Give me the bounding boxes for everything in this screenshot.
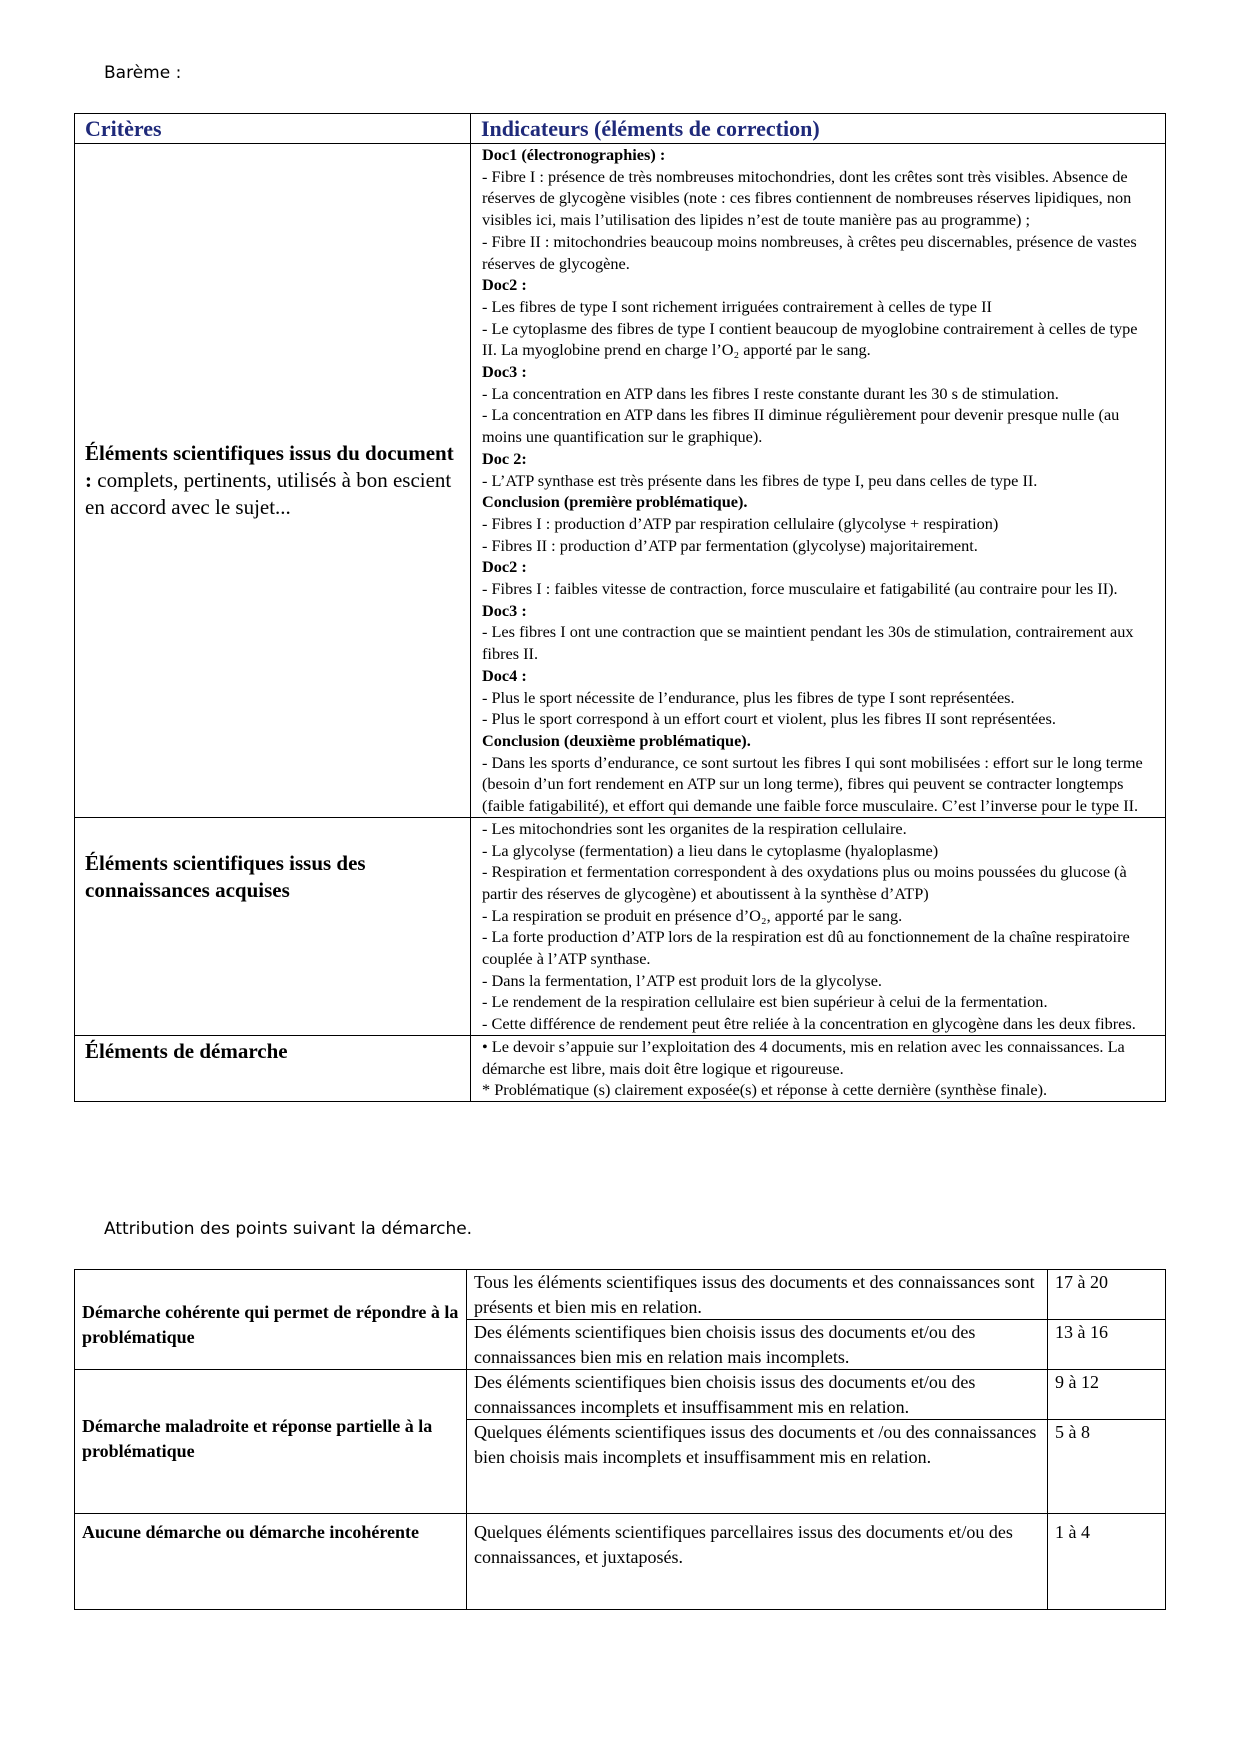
- indicator-line: - Les fibres de type I sont richement irriguées contrairement à celles de type II: [482, 296, 992, 316]
- indicator-line: - Dans la fermentation, l’ATP est produit lors de la glycolyse.: [482, 970, 883, 990]
- doc-heading: Doc 2:: [482, 448, 527, 468]
- indicator-line: - Le cytoplasme des fibres de type I contient beaucoup de myoglobine contrairement à celles de type II. La myoglobine prend en charge l’O₂ apporté par le sang.: [482, 318, 1138, 360]
- criterion-cell: [75, 817, 471, 1035]
- indicator-line: - Plus le sport correspond à un effort court et violent, plus les fibres II sont représentées.: [482, 709, 1056, 729]
- indicator-line: • Le devoir s’appuie sur l’exploitation des 4 documents, mis en relation avec les connaissances. La démarche est libre, mais doit être logique et rigoureuse.: [482, 1036, 1125, 1078]
- criteria-row: [75, 1035, 1166, 1101]
- indicator-line: * Problématique (s) clairement exposée(s) et réponse à cette dernière (synthèse finale).: [482, 1080, 1048, 1100]
- indicator-line: - La glycolyse (fermentation) a lieu dans le cytoplasme (hyaloplasme): [482, 840, 939, 860]
- points-row: [75, 1270, 1166, 1320]
- indicator-heading-line: [482, 361, 1155, 383]
- points-range: 9 à 12: [1048, 1370, 1166, 1420]
- doc-heading: Conclusion (première problématique).: [482, 492, 748, 512]
- indicator-heading-line: [482, 144, 1155, 166]
- demarche-label: Aucune démarche ou démarche incohérente: [75, 1514, 467, 1610]
- points-description: Quelques éléments scientifiques parcellaires issus des documents et/ou des connaissances, et juxtaposés.: [467, 1514, 1048, 1610]
- criterion-cell: [75, 144, 471, 818]
- points-description: Tous les éléments scientifiques issus des documents et des connaissances sont présents et bien mis en relation.: [467, 1270, 1048, 1320]
- indicator-cell: [471, 1035, 1166, 1101]
- points-range: 1 à 4: [1048, 1514, 1166, 1610]
- points-description: Des éléments scientifiques bien choisis issus des documents et/ou des connaissances bien mis en relation mais incomplets.: [467, 1320, 1048, 1370]
- indicator-heading-line: [482, 274, 1155, 296]
- indicator-cell: [471, 817, 1166, 1035]
- points-description: Quelques éléments scientifiques issus des documents et /ou des connaissances bien choisis mais incomplets et insuffisamment mis en relation.: [467, 1420, 1048, 1514]
- criterion-detail: complets, pertinents, utilisés à bon escient en accord avec le sujet...: [85, 467, 452, 519]
- points-description: Des éléments scientifiques bien choisis issus des documents et/ou des connaissances incomplets et insuffisamment mis en relation.: [467, 1370, 1048, 1420]
- doc-heading: Doc2 :: [482, 557, 527, 577]
- indicator-line: - Fibre II : mitochondries beaucoup moins nombreuses, à crêtes peu discernables, présence de vastes réserves de glycogène.: [482, 231, 1137, 273]
- indicator-line: - Plus le sport nécessite de l’endurance, plus les fibres de type I sont représentées.: [482, 687, 1015, 707]
- doc-heading: Doc1 (électronographies) :: [482, 145, 666, 164]
- indicator-line: - La concentration en ATP dans les fibres II diminue régulièrement pour devenir presque nulle (au moins une quantification sur le graphique).: [482, 405, 1120, 447]
- doc-heading: Doc2 :: [482, 275, 527, 295]
- indicator-line: - L’ATP synthase est très présente dans les fibres de type I, peu dans celles de type II.: [482, 470, 1038, 490]
- attribution-heading: Attribution des points suivant la démarche.: [104, 1219, 473, 1239]
- criteria-row: [75, 817, 1166, 1035]
- indicator-heading-line: [482, 665, 1155, 687]
- criteria-header-row: [75, 114, 1166, 144]
- points-row: [75, 1370, 1166, 1420]
- doc-heading: Conclusion (deuxième problématique).: [482, 730, 751, 750]
- indicator-line: - Respiration et fermentation correspondent à des oxydations plus ou moins poussées du glucose (à partir des réserves de glycogène) et aboutissent à la synthèse d’ATP): [482, 862, 1127, 903]
- indicator-line: - Fibres I : faibles vitesse de contraction, force musculaire et fatigabilité (au contraire pour les II).: [482, 579, 1118, 599]
- demarche-label: Démarche cohérente qui permet de répondre à la problématique: [75, 1270, 467, 1370]
- indicator-line: - Fibres II : production d’ATP par fermentation (glycolyse) majoritairement.: [482, 535, 978, 555]
- indicator-line: - Les fibres I ont une contraction que se maintient pendant les 30s de stimulation, contrairement aux fibres II.: [482, 622, 1134, 664]
- indicator-cell: [471, 144, 1166, 818]
- indicator-heading-line: [482, 730, 1155, 752]
- points-row: [75, 1514, 1166, 1610]
- criterion-title: Éléments scientifiques issus des connaissances acquises: [85, 850, 366, 902]
- indicator-heading-line: [482, 600, 1155, 622]
- points-range: 13 à 16: [1048, 1320, 1166, 1370]
- doc-heading: Doc3 :: [482, 600, 527, 620]
- doc-heading: Doc4 :: [482, 665, 527, 685]
- points-range: 5 à 8: [1048, 1420, 1166, 1514]
- criteria-table: [74, 113, 1166, 1102]
- criteria-row: [75, 144, 1166, 818]
- indicator-line: - Le rendement de la respiration cellulaire est bien supérieur à celui de la fermentation.: [482, 992, 1048, 1012]
- indicator-line: - Dans les sports d’endurance, ce sont surtout les fibres I qui sont mobilisées : effort sur le long terme (besoin d’un fort rendement en ATP sur un long terme), fibres qui peuvent se contracter longtemps (faible fatigabilité), et effort qui demande une faible force musculaire. C’est l’inverse pour le type II.: [482, 752, 1143, 816]
- criterion-title: Éléments de démarche: [85, 1038, 288, 1063]
- criterion-title: Éléments scientifiques issus du document :: [85, 440, 454, 492]
- doc-heading: Doc3 :: [482, 362, 527, 382]
- points-range: 17 à 20: [1048, 1270, 1166, 1320]
- header-criteres: Critères: [75, 114, 471, 144]
- indicator-heading-line: [482, 491, 1155, 513]
- indicator-line: - Fibres I : production d’ATP par respiration cellulaire (glycolyse + respiration): [482, 513, 999, 533]
- indicator-heading-line: [482, 448, 1155, 470]
- indicator-line: - Les mitochondries sont les organites de la respiration cellulaire.: [482, 818, 907, 838]
- indicator-line: - La respiration se produit en présence d’O₂, apporté par le sang.: [482, 905, 903, 925]
- indicator-line: - Cette différence de rendement peut être reliée à la concentration en glycogène dans les deux fibres.: [482, 1014, 1136, 1034]
- indicator-heading-line: [482, 556, 1155, 578]
- indicator-line: - La forte production d’ATP lors de la respiration est dû au fonctionnement de la chaîne respiratoire couplée à l’ATP synthase.: [482, 927, 1130, 969]
- indicator-line: - Fibre I : présence de très nombreuses mitochondries, dont les crêtes sont très visibles. Absence de réserves de glycogène visibles (note : ces fibres contiennent de nombreuses réserves lipidiques, non visibles ici, mais l’utilisation des lipides n’est de toute manière pas au programme) ;: [482, 166, 1132, 230]
- header-indicateurs: Indicateurs (éléments de correction): [471, 114, 1166, 144]
- bareme-heading: Barème :: [104, 63, 182, 83]
- criterion-cell: [75, 1035, 471, 1101]
- indicator-line: - La concentration en ATP dans les fibres I reste constante durant les 30 s de stimulation.: [482, 383, 1059, 403]
- points-table: [74, 1269, 1166, 1610]
- demarche-label: Démarche maladroite et réponse partielle à la problématique: [75, 1370, 467, 1514]
